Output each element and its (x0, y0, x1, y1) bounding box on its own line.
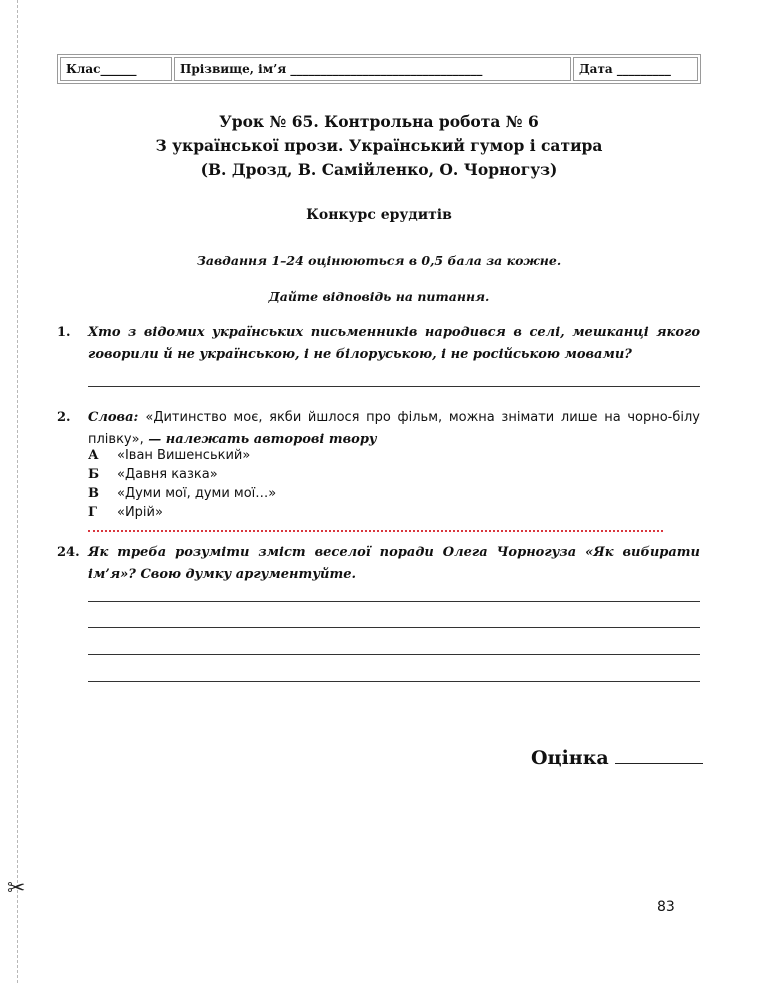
option-text: «Думи мої, думи мої…» (117, 486, 277, 501)
question-number: 1. (57, 325, 71, 340)
omission-divider (88, 530, 663, 532)
section-title: Конкурс ерудитів (306, 207, 452, 223)
question-number: 24. (57, 545, 80, 560)
question-number: 2. (57, 410, 71, 425)
question-lead: Слова: (88, 410, 139, 425)
option-text: «Давня казка» (117, 467, 218, 482)
question-tail: — належать авторові твору (148, 432, 377, 447)
question-text: Хто з відомих українських письменників народився в селі, мешканці якого говорили й не українською, і не білоруською, і не російською мовами? (88, 325, 700, 362)
grade-line (615, 747, 703, 764)
option-letter: В (88, 486, 99, 501)
option-letter: Б (88, 467, 100, 482)
answer-line (88, 627, 700, 628)
student-info-table (57, 54, 701, 84)
question-text: Як треба розуміти зміст веселої поради Олега Чорногуза «Як вибирати ім’я»? Свою думку аргументуйте. (88, 545, 700, 582)
lesson-topic: З української прози. Український гумор і сатира (155, 136, 603, 155)
answer-line (88, 601, 700, 602)
option-letter: А (88, 448, 99, 463)
scoring-instruction: Завдання 1–24 оцінюються в 0,5 бала за кожне. (196, 253, 562, 268)
answer-line (88, 386, 700, 387)
option-text: «Ирій» (117, 505, 163, 520)
lesson-title: Урок № 65. Контрольна робота № 6 (219, 112, 539, 131)
date-field: Дата _________ (573, 57, 698, 81)
class-field: Клас______ (60, 57, 172, 81)
answer-line (88, 654, 700, 655)
question-quote: «Дитинство моє, якби йшлося про фільм, можна знімати лише на чорно-білу плівку», (88, 410, 700, 447)
option-text: «Іван Вишенський» (117, 448, 251, 463)
grade-field (531, 747, 703, 769)
scissors-icon: ✂ (7, 876, 26, 901)
answer-line (88, 681, 700, 682)
grade-label: Оцінка (531, 747, 609, 769)
page-number: 83 (657, 899, 675, 915)
question-text (88, 407, 700, 451)
name-field: Прізвище, ім’я ________________________________ (174, 57, 571, 81)
answer-instruction: Дайте відповідь на питання. (268, 289, 490, 304)
cut-line (17, 0, 18, 983)
lesson-authors: (В. Дрозд, В. Самійленко, О. Чорногуз) (200, 160, 558, 179)
option-letter: Г (88, 505, 97, 520)
